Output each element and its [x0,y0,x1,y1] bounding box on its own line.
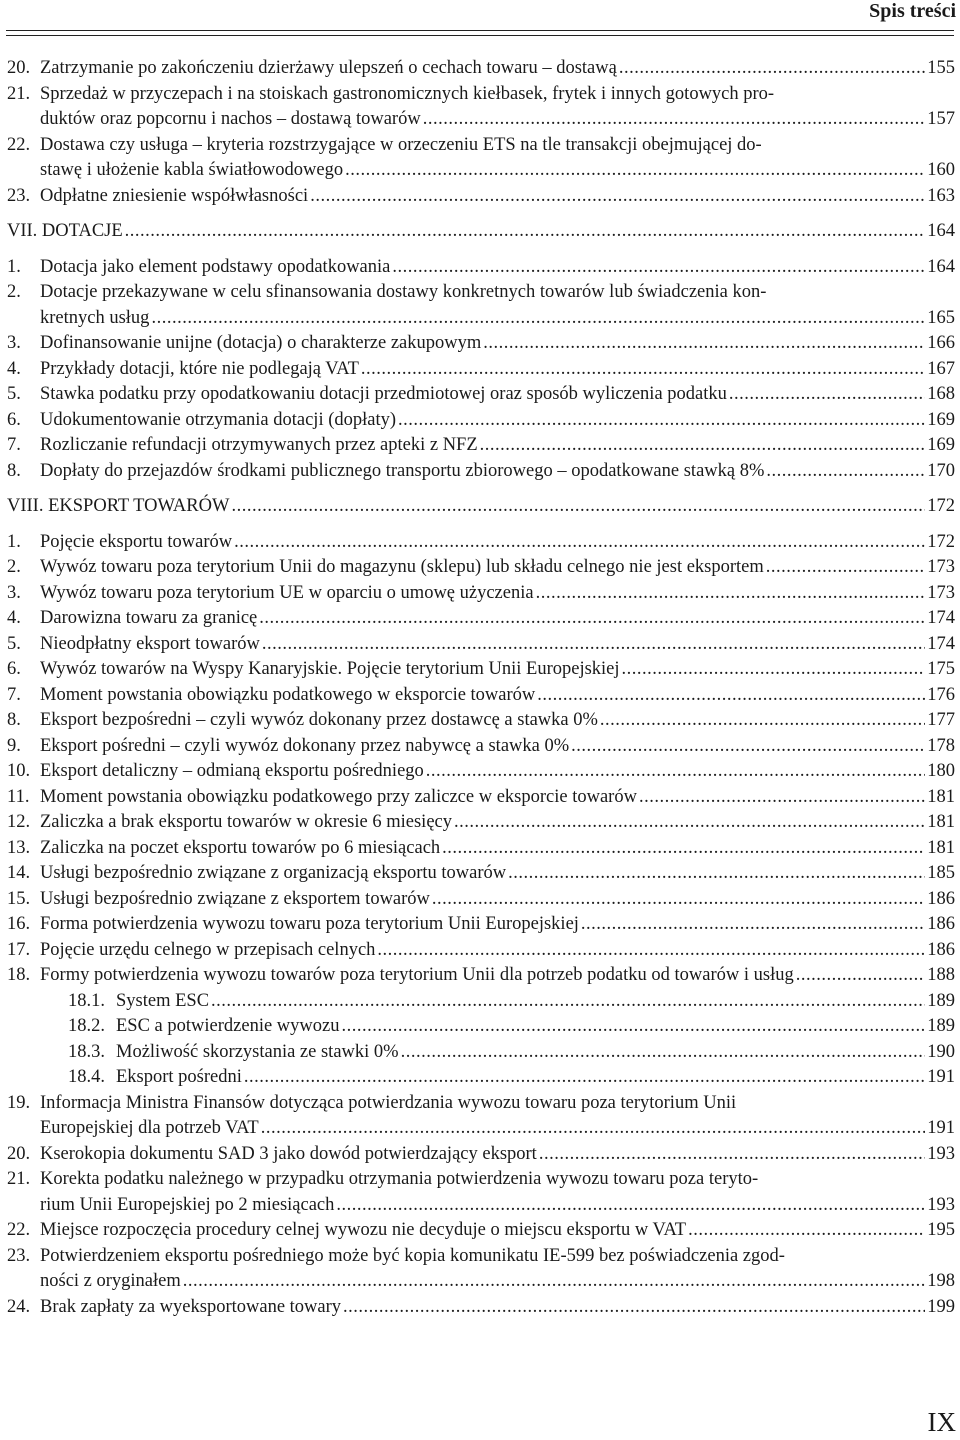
toc-entry-page-number: 160 [927,160,955,180]
toc-entry[interactable] [0,357,960,383]
toc-entry-text-line: Sprzedaż w przyczepach i na stoiskach gastronomicznych kiełbasek, frytek i innych gotowych pro- [40,83,775,104]
leader-dots [432,887,925,913]
leader-dots [483,331,925,357]
toc-entry-title: Miejsce rozpoczęcia procedury celnej wywozu nie decyduje o miejscu eksportu w VAT [40,1220,687,1240]
toc-entry-number: 18.1. [68,990,105,1011]
toc-entry[interactable] [0,1040,960,1066]
toc-entry-title: Dopłaty do przejazdów środkami publicznego transportu zbiorowego – opodatkowane stawką 8% [40,460,765,481]
toc-entry-title: Eksport detaliczny – odmianą eksportu pośredniego [40,761,424,781]
toc-entry[interactable] [0,683,960,709]
leader-dots [231,494,925,520]
toc-entry-title: VIII. EKSPORT TOWARÓW [7,496,230,516]
toc-entry-page-number: 190 [927,1041,955,1062]
toc-entry-number: 3. [7,333,21,353]
toc-entry[interactable] [0,382,960,408]
toc-entry-number: 2. [7,282,21,302]
toc-entry-title: Możliwość skorzystania ze stawki 0% [116,1041,399,1062]
toc-entry-page-number: 164 [927,221,955,241]
toc-entry-page-number: 181 [927,786,955,807]
leader-dots [537,683,925,709]
toc-entry[interactable] [0,1065,960,1091]
leader-dots [619,56,925,82]
toc-entry-number: 4. [7,358,21,379]
leader-dots [729,382,925,408]
toc-entry-title: Zaliczka a brak eksportu towarów w okresie 6 miesięcy [40,812,452,832]
toc-entry-title: Udokumentowanie otrzymania dotacji (dopłaty) [40,409,397,430]
toc-entry-number: 4. [7,608,21,628]
leader-dots [766,459,925,485]
leader-dots [423,107,926,133]
toc-entry-title: Usługi bezpośrednio związane z eksportem towarów [40,888,430,909]
leader-dots [480,433,926,459]
toc-entry[interactable] [0,632,960,658]
toc-entry[interactable] [0,1295,960,1321]
toc-entry-number: 11. [7,786,30,807]
toc-entry[interactable] [0,887,960,913]
toc-entry-title: stawę i ułożenie kabla światłowodowego [40,160,344,180]
toc-entry-title: Stawka podatku przy opodatkowaniu dotacji przedmiotowej oraz sposób wyliczenia podatku [40,384,727,404]
toc-entry[interactable] [0,530,960,556]
toc-entry-page-number: 167 [927,358,955,379]
leader-dots [259,606,925,632]
toc-entry-text-line: Korekta podatku należnego w przypadku otrzymania potwierdzenia wywozu towaru poza teryto- [40,1169,759,1189]
toc-entry-text-line: Dotacje przekazywane w celu sfinansowania dostawy konkretnych towarów lub świadczenia kon- [40,282,767,302]
leader-dots [392,255,925,281]
toc-entry[interactable] [0,184,960,210]
leader-dots [336,1193,925,1219]
toc-entry-title: Dofinansowanie unijne (dotacja) o charakterze zakupowym [40,333,482,353]
toc-entry[interactable] [0,1218,960,1244]
header-rule [6,30,954,36]
toc-entry-title: Odpłatne zniesienie współwłasności [40,185,309,206]
page-number: IX [927,1407,956,1437]
toc-entry-title: Eksport pośredni [116,1067,242,1087]
toc-entry-number: 24. [7,1296,31,1317]
leader-dots [426,759,925,785]
toc-entry-title: Eksport pośredni – czyli wywóz dokonany przez nabywcę a stawka 0% [40,735,570,756]
toc-entry[interactable] [0,433,960,459]
toc-entry-title: Wywóz towaru poza terytorium Unii do magazynu (sklepu) lub składu celnego nie jest eksportem [40,557,764,577]
toc-entry-number: 14. [7,863,31,883]
leader-dots [571,734,925,760]
running-header-title: Spis treści [869,0,956,22]
toc-entry-page-number: 186 [927,914,955,934]
toc-entry[interactable] [0,555,960,581]
leader-dots [361,357,925,383]
toc-entry-page-number: 173 [927,582,955,603]
toc-entry-number: 18.4. [68,1067,105,1087]
toc-entry-number: 6. [7,659,21,679]
toc-entry-page-number: 173 [927,557,955,577]
leader-dots [211,989,925,1015]
toc-entry-number: 1. [7,256,21,277]
leader-dots [377,938,925,964]
toc-entry-number: 5. [7,384,21,404]
toc-entry-title: Wywóz towarów na Wyspy Kanaryjskie. Pojęcie terytorium Unii Europejskiej [40,659,620,679]
toc-entry-page-number: 191 [927,1067,955,1087]
leader-dots [310,184,925,210]
toc-entry-page-number: 166 [927,333,955,353]
toc-entry-page-number: 177 [927,710,955,730]
toc-entry[interactable] [0,657,960,683]
toc-entry[interactable] [0,734,960,760]
toc-entry-title: ności z oryginałem [40,1271,181,1291]
toc-entry[interactable] [0,938,960,964]
toc-entry-title: Eksport bezpośredni – czyli wywóz dokonany przez dostawcę a stawka 0% [40,710,598,730]
toc-entry-number: 7. [7,684,21,705]
leader-dots [341,1014,925,1040]
toc-entry-title: Europejskiej dla potrzeb VAT [40,1118,259,1138]
toc-entry-page-number: 188 [927,965,955,985]
toc-entry-page-number: 193 [927,1143,955,1164]
toc-entry-number: 3. [7,582,21,603]
toc-entry-number: 18. [7,965,31,985]
toc-entry[interactable] [0,836,960,862]
toc-entry[interactable] [0,82,960,133]
leader-dots [151,306,925,332]
toc-entry-title: ESC a potwierdzenie wywozu [116,1016,340,1036]
toc-entry-page-number: 186 [927,888,955,909]
toc-entry-number: 18.3. [68,1041,105,1062]
leader-dots [398,408,925,434]
toc-entry-number: 13. [7,837,31,858]
toc-entry-number: 17. [7,939,31,960]
toc-entry[interactable] [0,810,960,836]
leader-dots [125,219,926,245]
toc-entry-title: System ESC [116,990,210,1011]
leader-dots [454,810,925,836]
toc-entry-title: Nieodpłatny eksport towarów [40,633,260,654]
toc-entry-number: 9. [7,735,21,756]
toc-entry-title: Rozliczanie refundacji otrzymywanych przez apteki z NFZ [40,435,478,455]
toc-entry-number: 21. [7,1169,31,1189]
toc-entry-title: Usługi bezpośrednio związane z organizacją eksportu towarów [40,863,507,883]
leader-dots [442,836,925,862]
toc-entry-page-number: 174 [927,608,955,628]
toc-entry-page-number: 191 [927,1118,955,1138]
toc-entry-title: Moment powstania obowiązku podatkowego w eksporcie towarów [40,684,536,705]
toc-entry-page-number: 174 [927,633,955,654]
toc-entry-title: Darowizna towaru za granicę [40,608,258,628]
leader-dots [244,1065,925,1091]
leader-dots [183,1269,925,1295]
leader-dots [508,861,925,887]
leader-dots [234,530,925,556]
toc-entry-text-line: Informacja Ministra Finansów dotycząca potwierdzania wywozu towaru poza terytorium Unii [40,1092,737,1113]
toc-entry[interactable] [0,56,960,82]
toc-entry-number: 20. [7,58,31,78]
toc-entry[interactable] [0,606,960,632]
toc-section-heading[interactable] [0,219,960,245]
toc-entry-number: 5. [7,633,21,654]
toc-entry[interactable] [0,963,960,989]
toc-entry-number: 21. [7,83,31,104]
toc-entry-title: Pojęcie urzędu celnego w przepisach celnych [40,939,376,960]
toc-entry[interactable] [0,1014,960,1040]
toc-entry-title: Zaliczka na poczet eksportu towarów po 6 miesiącach [40,837,441,858]
toc-entry-title: kretnych usług [40,307,150,328]
toc-entry-title: Kserokopia dokumentu SAD 3 jako dowód potwierdzający eksport [40,1143,537,1164]
toc-entry[interactable] [0,133,960,184]
toc-entry-page-number: 186 [927,939,955,960]
toc-entry[interactable] [0,1244,960,1295]
toc-entry-page-number: 164 [927,256,955,277]
toc-entry[interactable] [0,331,960,357]
toc-entry-title: Dotacja jako element podstawy opodatkowania [40,256,391,277]
toc-entry-number: 15. [7,888,31,909]
toc-entry-page-number: 195 [927,1220,955,1240]
toc-entry-page-number: 175 [927,659,955,679]
leader-dots [639,785,925,811]
toc-section-heading[interactable] [0,494,960,520]
toc-entry-title: Zatrzymanie po zakończeniu dzierżawy ulepszeń o cechach towaru – dostawą [40,58,617,78]
toc-entry-page-number: 180 [927,761,955,781]
leader-dots [600,708,925,734]
toc-entry-title: VII. DOTACJE [7,221,123,241]
leader-dots [539,1142,925,1168]
toc-entry-page-number: 198 [927,1271,955,1291]
toc-entry-page-number: 181 [927,812,955,832]
toc-entry-title: Formy potwierdzenia wywozu towarów poza terytorium Unii dla potrzeb podatku od towarów i usług [40,965,794,985]
toc-entry[interactable] [0,785,960,811]
toc-entry-page-number: 185 [927,863,955,883]
toc-entry-title: Przykłady dotacji, które nie podlegają VAT [40,358,359,379]
toc-entry[interactable] [0,1142,960,1168]
toc-entry-page-number: 170 [927,460,955,481]
toc-entry-page-number: 181 [927,837,955,858]
toc-entry-title: duktów oraz popcornu i nachos – dostawą towarów [40,109,421,129]
toc-entry-page-number: 169 [927,409,955,430]
toc-entry-number: 1. [7,531,21,552]
leader-dots [345,158,925,184]
toc-entry-number: 23. [7,185,31,206]
toc-entry-page-number: 157 [927,109,955,129]
toc-entry[interactable] [0,459,960,485]
leader-dots [796,963,926,989]
toc-entry[interactable] [0,989,960,1015]
leader-dots [622,657,926,683]
toc-entry-page-number: 176 [927,684,955,705]
toc-entry[interactable] [0,255,960,281]
toc-entry-number: 6. [7,409,21,430]
toc-entry-page-number: 189 [927,1016,955,1036]
toc-entry-page-number: 169 [927,435,955,455]
toc-entry-page-number: 189 [927,990,955,1011]
toc-entry[interactable] [0,759,960,785]
toc-entry-page-number: 199 [927,1296,955,1317]
toc-entry[interactable] [0,861,960,887]
toc-entry-number: 18.2. [68,1016,105,1036]
toc-entry-page-number: 172 [927,531,955,552]
toc-entry-title: Pojęcie eksportu towarów [40,531,233,552]
toc-entry[interactable] [0,708,960,734]
leader-dots [401,1040,926,1066]
leader-dots [536,581,926,607]
toc-entry-number: 20. [7,1143,31,1164]
toc-entry-number: 19. [7,1092,31,1113]
toc-entry-page-number: 172 [927,496,955,516]
leader-dots [766,555,925,581]
toc-entry-title: Forma potwierdzenia wywozu towaru poza terytorium Unii Europejskiej [40,914,579,934]
leader-dots [262,632,925,658]
toc-entry-text-line: Potwierdzeniem eksportu pośredniego może być kopia komunikatu IE-599 bez poświadczenia zgod- [40,1245,785,1266]
toc-entry[interactable] [0,1167,960,1218]
toc-entry[interactable] [0,1091,960,1142]
leader-dots [688,1218,925,1244]
leader-dots [581,912,925,938]
toc-entry-number: 2. [7,557,21,577]
toc-entry-number: 12. [7,812,31,832]
table-of-contents [0,56,960,1320]
toc-entry-number: 22. [7,134,31,155]
toc-entry-page-number: 165 [927,307,955,328]
toc-entry[interactable] [0,912,960,938]
toc-entry-number: 8. [7,710,21,730]
toc-entry[interactable] [0,408,960,434]
toc-entry-number: 23. [7,1245,31,1266]
toc-entry-text-line: Dostawa czy usługa – kryteria rozstrzygające w orzeczeniu ETS na tle transakcji obejmującej do- [40,134,762,155]
toc-entry-title: Moment powstania obowiązku podatkowego przy zaliczce w eksporcie towarów [40,786,637,807]
toc-entry-page-number: 178 [927,735,955,756]
toc-entry-number: 10. [7,761,31,781]
toc-entry-title: Wywóz towaru poza terytorium UE w oparciu o umowę użyczenia [40,582,534,603]
toc-entry-number: 7. [7,435,21,455]
toc-entry-title: Brak zapłaty za wyeksportowane towary [40,1296,342,1317]
leader-dots [261,1116,926,1142]
toc-entry-page-number: 193 [927,1194,955,1215]
toc-entry[interactable] [0,280,960,331]
toc-entry-number: 8. [7,460,21,481]
toc-entry-page-number: 168 [927,384,955,404]
toc-entry-number: 16. [7,914,31,934]
toc-entry-title: rium Unii Europejskiej po 2 miesiącach [40,1194,335,1215]
toc-entry[interactable] [0,581,960,607]
toc-entry-page-number: 163 [927,185,955,206]
toc-entry-number: 22. [7,1220,31,1240]
toc-entry-page-number: 155 [927,58,955,78]
leader-dots [343,1295,925,1321]
